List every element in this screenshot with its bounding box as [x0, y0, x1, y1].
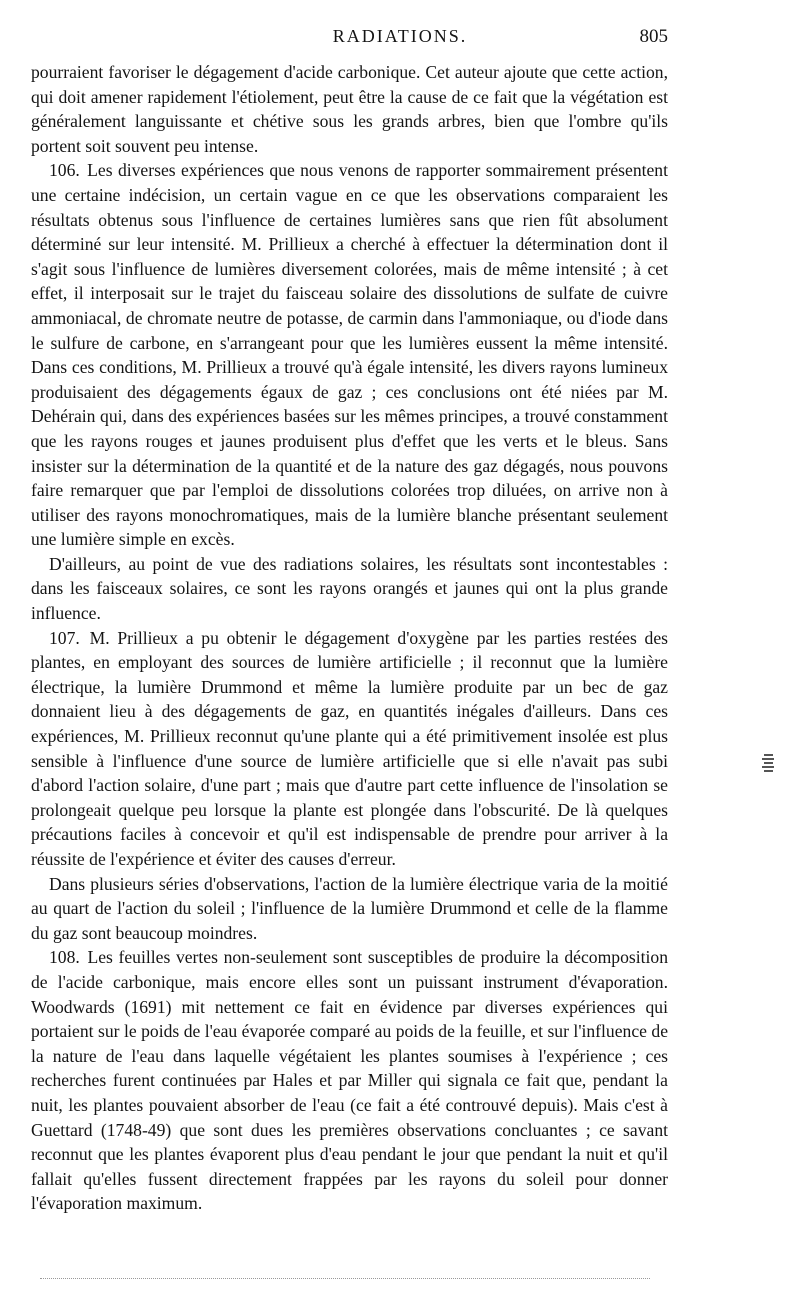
running-title: RADIATIONS.: [332, 26, 468, 46]
page-number: 805: [639, 26, 668, 47]
margin-printer-mark: [760, 752, 774, 778]
paragraph-observations: [31, 872, 668, 946]
paragraph-text: pourraient favoriser le dégagement d'acide carbonique. Cet auteur ajoute que cette action, qui doit amener rapidement l'étiolement, peut être la cause de ce fait que la végétation est généralement languissante et chétive sous les grands arbres, bien que l'ombre qu'ils portent soit souvent peu intense.: [31, 62, 668, 156]
paragraph-number: 108.: [49, 947, 80, 968]
paragraph-continuation: [31, 60, 668, 158]
paragraph-radiations-solaires: [31, 552, 668, 626]
paragraph-number: 107.: [49, 627, 80, 648]
body-text: [31, 60, 668, 1216]
running-head: [0, 26, 800, 52]
paragraph-108: [31, 945, 668, 1216]
paragraph-text: M. Prillieux a pu obtenir le dégagement d'oxygène par les parties restées des plantes, en employant des sources de lumière artificielle ; il reconnut que la lumière électrique, la lumière Drummond et même la lumière produite par un bec de gaz donnaient lieu à des dégagements de gaz, en quantités inégales d'ailleurs. Dans ces expériences, M. Prillieux reconnut qu'une plante qui a été primitivement insolée est plus sensible à l'influence d'une source de lumière artificielle que si elle n'avait pas subi d'abord l'action solaire, d'une part ; mais que d'autre part cette influence de l'insolation se prolongeait quelque peu lorsque la plante est plongée dans l'obscurité. De là quelques précautions faciles à concevoir et qu'il est indispensable de prendre pour arriver à la réussite de l'expérience et éviter des causes d'erreur.: [31, 627, 668, 869]
paragraph-number: 106.: [49, 160, 80, 181]
paragraph-text: D'ailleurs, au point de vue des radiations solaires, les résultats sont incontestables : dans les faisceaux solaires, ce sont les rayons orangés et jaunes qui ont la plus grande influence.: [31, 553, 668, 624]
bottom-dotted-rule: [40, 1278, 650, 1279]
paragraph-text: Les feuilles vertes non-seulement sont susceptibles de produire la décomposition de l'acide carbonique, mais encore elles sont un puissant instrument d'évaporation. Woodwards (1691) mit nettement ce fait en évidence par diverses expériences qui portaient sur le poids de l'eau évaporée comparé au poids de la feuille, et sur l'influence de la nature de l'eau dans laquelle végétaient les plantes soumises à l'expérience ; ces recherches furent continuées par Hales et par Miller qui signala ce fait que, pendant la nuit, les plantes pouvaient absorber de l'eau (ce fait a été controuvé depuis). Mais c'est à Guettard (1748-49) que sont dues les premières observations concluantes ; ce savant reconnut que les plantes évaporent plus d'eau pendant le jour que pendant la nuit et qu'il fallait qu'elles fussent directement frappées par les rayons du soleil pour donner l'évaporation maximum.: [31, 947, 668, 1214]
paragraph-text: Les diverses expériences que nous venons de rapporter sommairement présentent une certaine indécision, un certain vague en ce que les observations comparaient les résultats obtenus sous l'influence de certaines lumières sans que rien fût absolument déterminé sur leur intensité. M. Prillieux a cherché à effectuer la détermination dont il s'agit sous l'influence de lumières diversement colorées, mais de même intensité ; à cet effet, il interposait sur le trajet du faisceau solaire des dissolutions de sulfate de cuivre ammoniacal, de chromate neutre de potasse, de carmin dans l'ammoniaque, ou d'iode dans le sulfure de carbone, en s'arrangeant pour que les lumières eussent la même intensité. Dans ces conditions, M. Prillieux a trouvé qu'à égale intensité, les divers rayons lumineux produisaient des dégagements égaux de gaz ; ces conclusions ont été niées par M. Dehérain qui, dans des expériences basées sur les mêmes principes, a trouvé constamment que les rayons rouges et jaunes produisent plus d'effet que les verts et le bleus. Sans insister sur la détermination de la quantité et de la nature des gaz dégagés, nous pouvons faire remarquer que par l'emploi de dissolutions colorées trop diluées, on arrive non à utiliser des rayons monochromatiques, mais de la lumière blanche présentant seulement une lumière simple en excès.: [31, 160, 668, 550]
paragraph-107: [31, 626, 668, 872]
paragraph-106: [31, 158, 668, 552]
paragraph-text: Dans plusieurs séries d'observations, l'action de la lumière électrique varia de la moitié au quart de l'action du soleil ; l'influence de la lumière Drummond et celle de la flamme du gaz sont beaucoup moindres.: [31, 873, 668, 943]
